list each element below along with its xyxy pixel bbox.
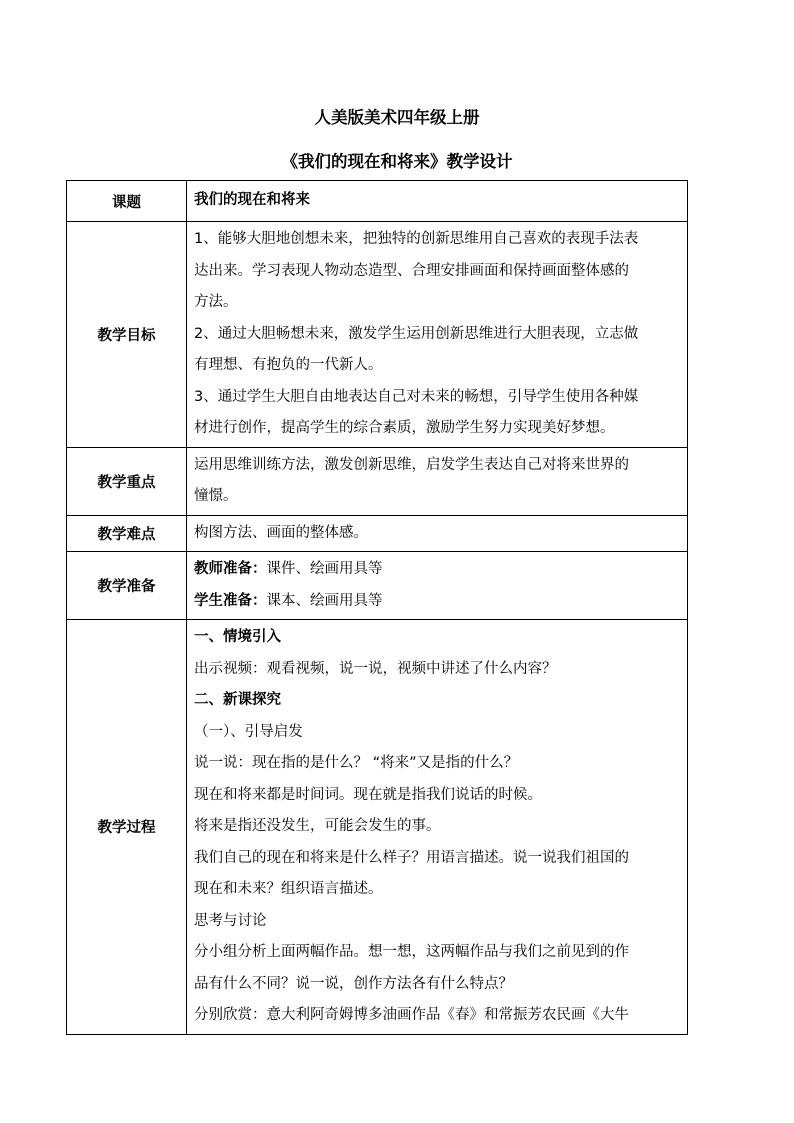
row-label-preparation: 教学准备 <box>67 552 187 620</box>
table-row-preparation <box>67 552 688 620</box>
process-line: 分小组分析上面两幅作品。想一想，这两幅作品与我们之前见到的作 <box>194 944 629 960</box>
document-subtitle: 《我们的现在和将来》教学设计 <box>281 152 513 171</box>
process-line: 我们自己的现在和将来是什么样子？用语言描述。说一说我们祖国的 <box>194 849 629 866</box>
row-label-process: 教学过程 <box>67 620 187 1035</box>
student-preparation <box>194 586 683 618</box>
row-content-key-points <box>187 447 688 515</box>
process-line: （一）、引导启发 <box>194 723 303 740</box>
teacher-preparation-value: 课件、绘画用具等 <box>266 561 383 577</box>
process-heading: 二、新课探究 <box>194 692 281 708</box>
teacher-preparation <box>194 554 683 586</box>
student-preparation-key: 学生准备： <box>194 592 267 609</box>
table-row-key-points <box>67 447 688 515</box>
document-title: 人美版美术四年级上册 <box>314 108 480 127</box>
table-row-objectives <box>67 222 688 448</box>
key-point-line: 憧憬。 <box>194 488 238 504</box>
process-line: 将来是指还没发生，可能会发生的事。 <box>194 818 441 834</box>
lesson-plan-table <box>66 180 688 1035</box>
row-label-difficulties: 教学难点 <box>67 515 187 552</box>
topic-text: 我们的现在和将来 <box>194 192 310 209</box>
process-line: 现在和未来？组织语言描述。 <box>194 881 383 897</box>
row-label-key-points: 教学重点 <box>67 447 187 515</box>
process-line: 现在和将来都是时间词。现在就是指我们说话的时候。 <box>194 786 542 803</box>
row-content-process <box>187 620 688 1035</box>
table-row-topic <box>67 181 688 222</box>
teacher-preparation-key: 教师准备： <box>194 561 267 577</box>
process-line: 出示视频：观看视频，说一说，视频中讲述了什么内容？ <box>194 660 557 677</box>
process-heading: 一、情境引入 <box>194 629 281 645</box>
table-row-process <box>67 620 688 1035</box>
process-line: 说一说：现在指的是什么？ “将来”又是指的什么？ <box>194 755 519 771</box>
process-line: 思考与讨论 <box>194 912 267 929</box>
table-row-difficulties <box>67 515 688 552</box>
row-content-difficulties <box>187 515 688 552</box>
objective-line: 达出来。学习表现人物动态造型、合理安排画面和保持画面整体感的 <box>194 262 629 279</box>
objective-line: 3、通过学生大胆自由地表达自己对未来的畅想，引导学生使用各种媒 <box>194 388 639 405</box>
row-label-objectives: 教学目标 <box>67 222 187 448</box>
row-content-preparation <box>187 552 688 620</box>
objective-line: 1、能够大胆地创想未来，把独特的创新思维用自己喜欢的表现手法表 <box>194 231 639 247</box>
key-point-line: 运用思维训练方法，激发创新思维，启发学生表达自己对将来世界的 <box>194 456 629 473</box>
process-line: 分别欣赏：意大利阿奇姆博多油画作品《春》和常振芳农民画《大牛 <box>194 1007 629 1023</box>
student-preparation-value: 课本、绘画用具等 <box>266 592 383 609</box>
objective-line: 2、通过大胆畅想未来，激发学生运用创新思维进行大胆表现，立志做 <box>194 325 639 342</box>
row-content-objectives <box>187 222 688 448</box>
objective-line: 材进行创作，提高学生的综合素质，激励学生努力实现美好梦想。 <box>194 420 615 436</box>
objective-line: 有理想、有抱负的一代新人。 <box>194 357 383 373</box>
row-label-topic: 课题 <box>67 181 187 222</box>
process-line: 品有什么不同？说一说，创作方法各有什么特点？ <box>194 975 513 992</box>
objective-line: 方法。 <box>194 294 238 310</box>
row-content-topic <box>187 181 688 222</box>
difficulty-text: 构图方法、画面的整体感。 <box>194 524 368 541</box>
